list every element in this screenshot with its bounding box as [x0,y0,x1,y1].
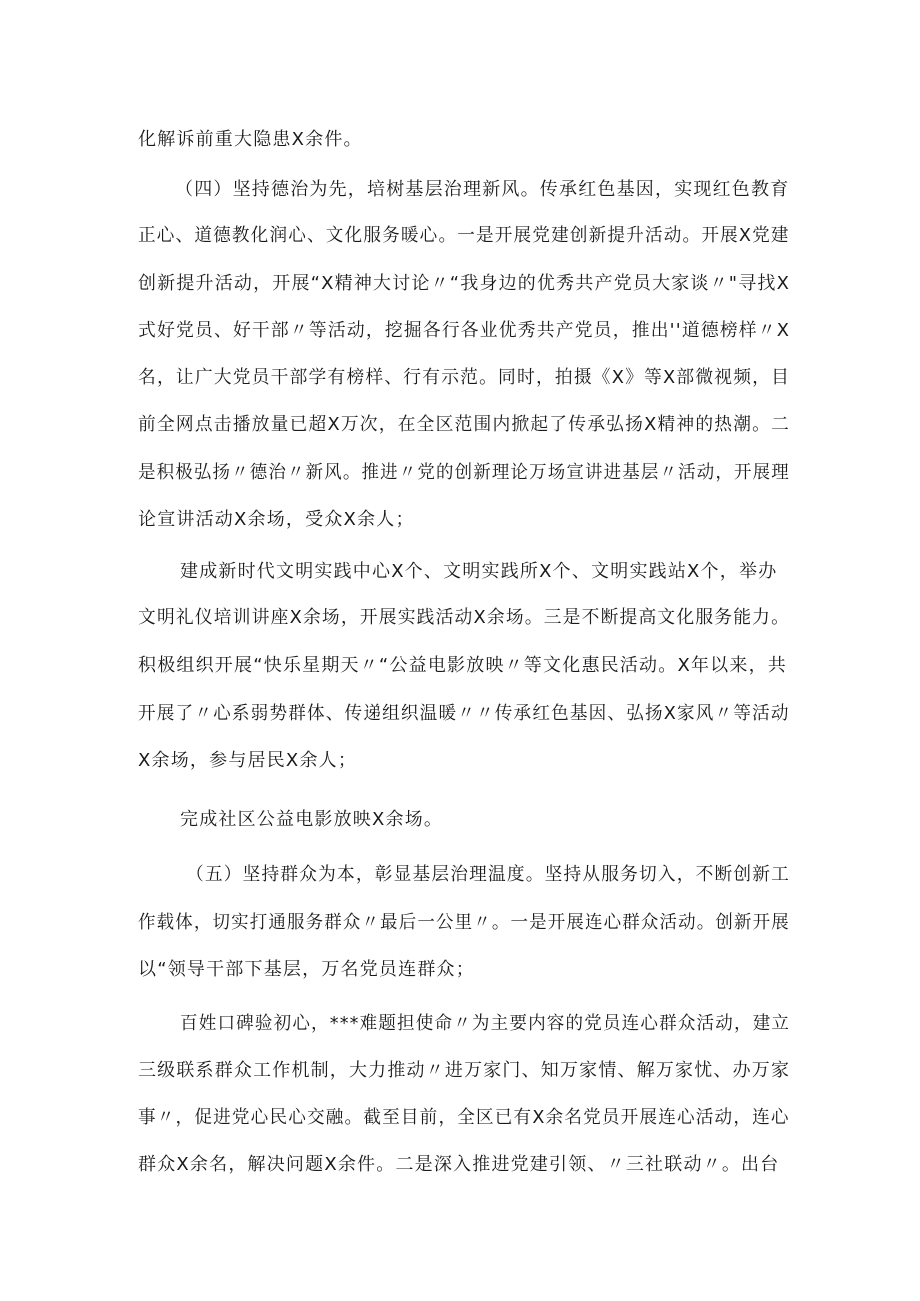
text-line: 作载体，切实打通服务群众〃最后一公里〃。一是开展连心群众活动。创新开展 [138,912,790,933]
text-line: 三级联系群众工作机制，大力推动〃进万家门、知万家情、解万家忧、办万家 [138,1060,791,1081]
text-line: 创新提升活动，开展“X精神大讨论〃“我身边的优秀共产党员大家谈〃"寻找X [138,273,791,294]
text-line: 论宣讲活动X余场，受众X余人； [138,509,415,530]
text-line: 事〃，促进党心民心交融。截至目前，全区已有X余名党员开展连心活动，连心 [138,1107,790,1128]
text-line: 名，让广大党员干部学有榜样、行有示范。同时，拍摄《X》等X部微视频，目 [138,367,791,388]
text-line: X余场，参与居民X余人； [138,750,358,771]
text-line: 是积极弘扬〃德治〃新风。推进〃党的创新理论万场宣讲进基层〃活动，开展理 [138,462,790,483]
text-line: 开展了〃心系弱势群体、传递组织温暖〃〃传承红色基因、弘扬X家风〃等活动 [138,703,790,724]
text-line: 正心、道德教化润心、文化服务暖心。一是开展党建创新提升活动。开展X党建 [138,225,790,246]
text-line: 群众X余名，解决问题X余件。二是深入推进党建引领、〃三社联动〃。出台 [138,1154,780,1175]
text-line: 前全网点击播放量已超X万次，在全区范围内掀起了传承弘扬X精神的热潮。二 [138,414,791,435]
text-line: （五）坚持群众为本，彰显基层治理温度。坚持从服务切入，不断创新工 [186,864,790,885]
text-line: 以“领导干部下基层，万名党员连群众； [138,959,475,980]
text-line: 百姓口碑验初心，***难题担使命〃为主要内容的党员连心群众活动，建立 [180,1013,791,1034]
text-line: 积极组织开展“快乐星期天〃“公益电影放映〃等文化惠民活动。X年以来，共 [138,655,787,676]
text-line: 文明礼仪培训讲座X余场，开展实践活动X余场。三是不断提高文化服务能力。 [138,607,791,628]
text-line: （四）坚持德治为先，培树基层治理新风。传承红色基因，实现红色教育 [175,179,790,200]
text-line: 式好党员、好干部〃等活动，挖掘各行各业优秀共产党员，推出''道德榜样〃X [138,320,791,341]
text-line: 完成社区公益电影放映X余场。 [180,809,444,830]
text-line: 化解诉前重大隐患X余件。 [138,129,363,150]
text-line: 建成新时代文明实践中心X个、文明实践所X个、文明实践站X个，举办 [180,561,778,582]
